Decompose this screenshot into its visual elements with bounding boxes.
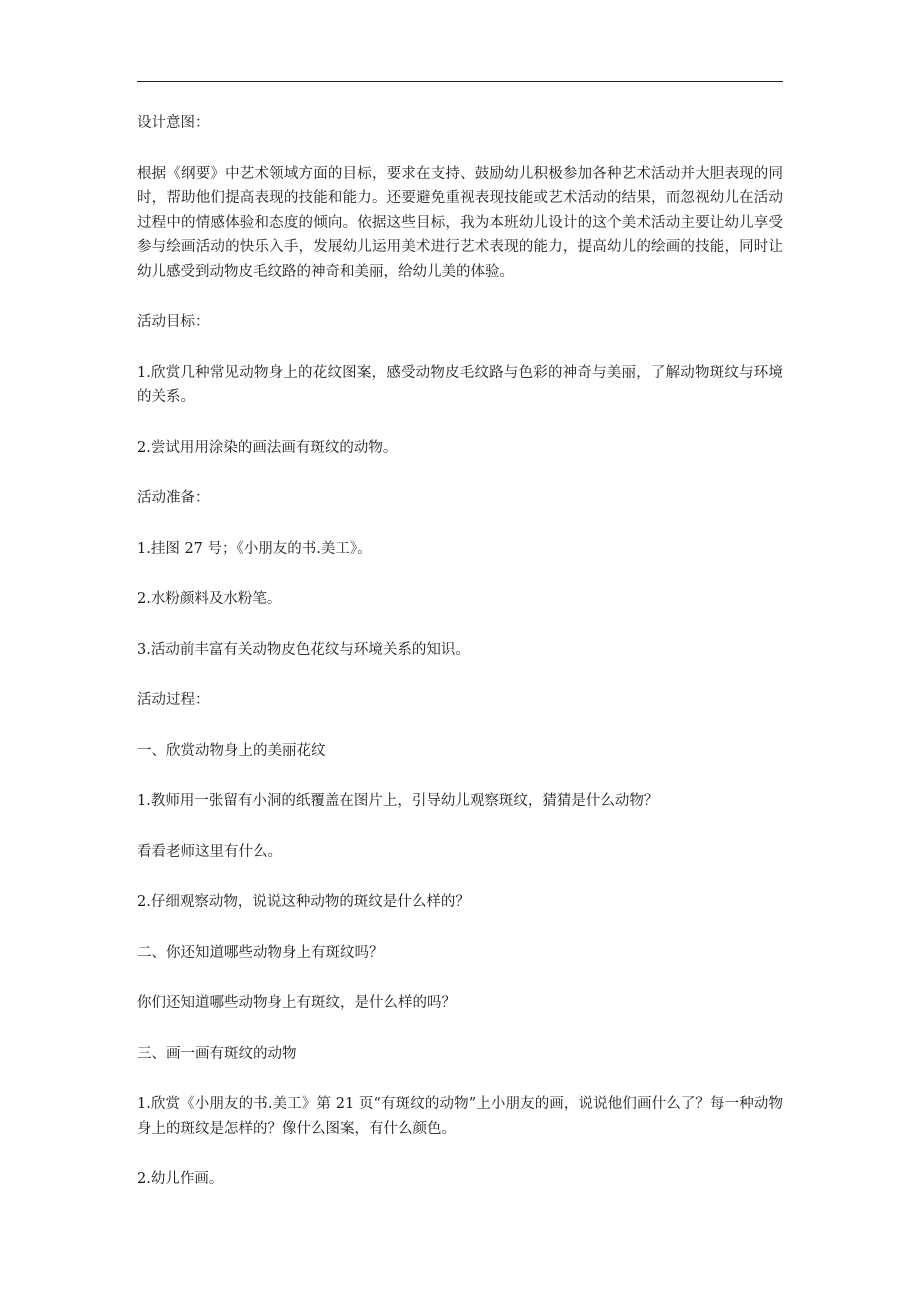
- process-step-3-1: 1.欣赏《小朋友的书.美工》第 21 页“有斑纹的动物”上小朋友的画，说说他们画什么了？每一种动物身上的斑纹是怎样的？像什么图案，有什么颜色。: [137, 1096, 783, 1137]
- process-section-3: 三、画一画有斑纹的动物: [137, 1045, 297, 1062]
- prep-item-2: 2.水粉颜料及水粉笔。: [137, 591, 282, 607]
- heading-activity-goals: 活动目标：: [137, 314, 210, 330]
- document-body: [137, 111, 783, 1218]
- process-step-3-2: 2.幼儿作画。: [137, 1171, 224, 1187]
- process-step-1-2: 2.仔细观察动物，说说这种动物的斑纹是什么样的？: [137, 894, 470, 910]
- heading-activity-prep: 活动准备：: [137, 490, 210, 506]
- prep-item-3: 3.活动前丰富有关动物皮色花纹与环境关系的知识。: [137, 641, 470, 658]
- heading-design-intent: 设计意图：: [137, 115, 210, 131]
- process-step-1-1: 1.教师用一张留有小洞的纸覆盖在图片上，引导幼儿观察斑纹，猜猜是什么动物？: [137, 793, 659, 809]
- goal-item-1: 1.欣赏几种常见动物身上的花纹图案，感受动物皮毛纹路与色彩的神奇与美丽，了解动物斑纹与环境的关系。: [137, 364, 783, 405]
- goal-item-2: 2.尝试用用涂染的画法画有斑纹的动物。: [137, 439, 398, 456]
- process-section-2: 二、你还知道哪些动物身上有斑纹吗？: [137, 944, 384, 961]
- header-rule: [137, 81, 783, 82]
- process-step-2-1: 你们还知道哪些动物身上有斑纹，是什么样的吗？: [137, 995, 456, 1011]
- process-section-1: 一、欣赏动物身上的美丽花纹: [137, 742, 326, 759]
- prep-item-1: 1.挂图 27 号；《小朋友的书.美工》。: [137, 540, 372, 557]
- process-step-1-note: 看看老师这里有什么。: [137, 843, 282, 860]
- heading-activity-process: 活动过程：: [137, 692, 210, 708]
- design-intent-text: 根据《纲要》中艺术领域方面的目标，要求在支持、鼓励幼儿积极参加各种艺术活动并大胆表现的同时，帮助他们提高表现的技能和能力。还要避免重视表现技能或艺术活动的结果，而忽视幼儿在活动过程中的情感体验和态度的倾向。依据这些目标，我为本班幼儿设计的这个美术活动主要让幼儿享受参与绘画活动的快乐入手，发展幼儿运用美术进行艺术表现的能力，提高幼儿的绘画的技能，同时让幼儿感受到动物皮毛纹路的神奇和美丽，给幼儿美的体验。: [137, 165, 783, 280]
